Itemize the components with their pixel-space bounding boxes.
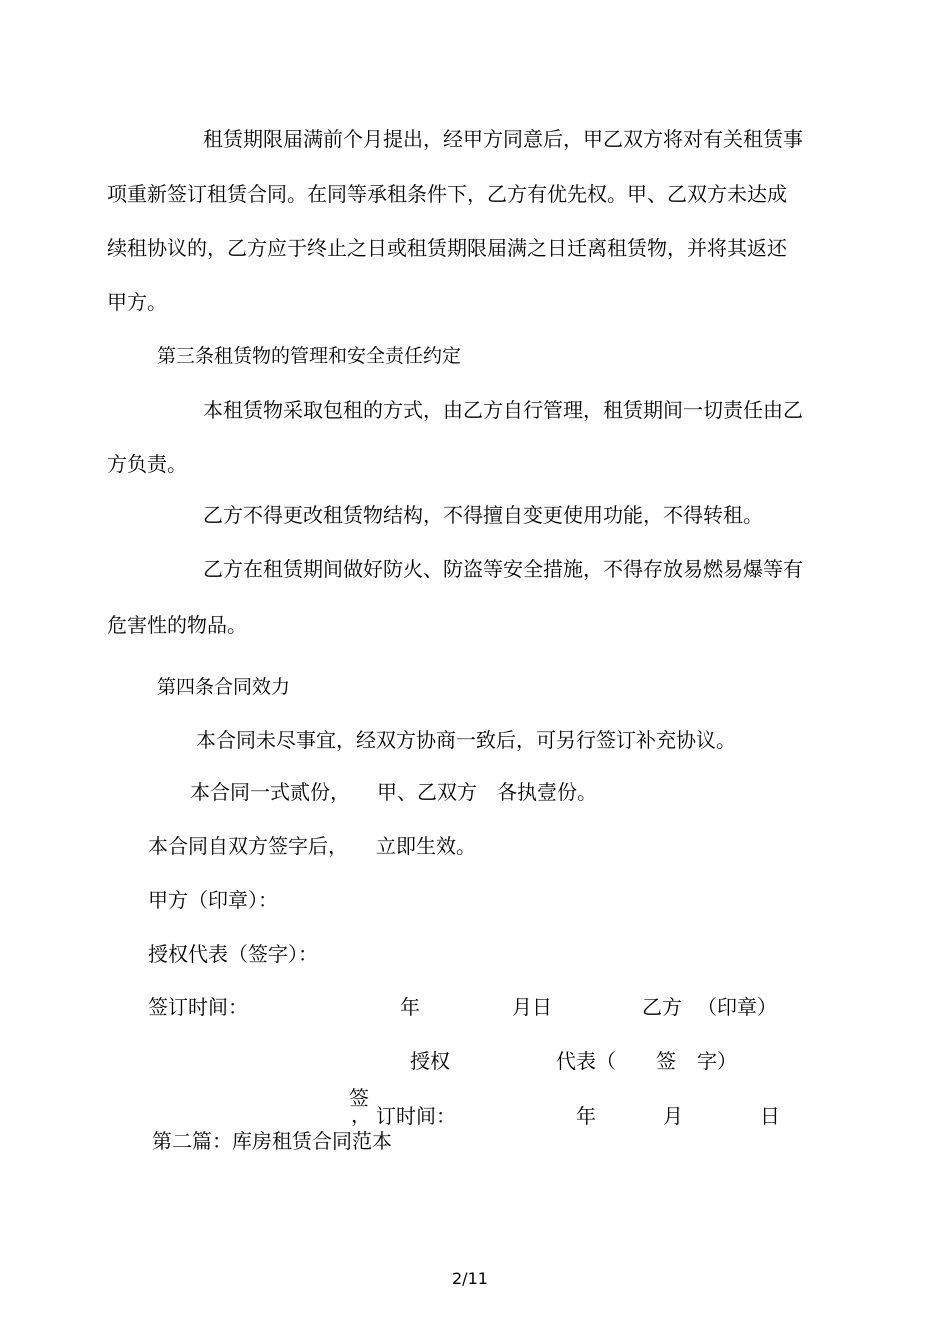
year-label: 年: [400, 995, 420, 1019]
page-number: 2/11: [452, 1269, 488, 1288]
paragraph-line: 本租赁物采取包租的方式，由乙方自行管理，租赁期间一切责任由乙: [203, 398, 803, 422]
section-title: 第四条合同效力: [157, 676, 291, 698]
paragraph-line: 危害性的物品。: [107, 613, 247, 637]
paragraph-fragment: 立即生效。: [376, 834, 476, 858]
paragraph-fragment: 本合同一式贰份，: [190, 780, 350, 804]
year-label-2: 年: [576, 1104, 596, 1128]
month-day-label: 月日: [512, 995, 552, 1019]
section-title: 第三条租赁物的管理和安全责任约定: [157, 345, 462, 367]
paragraph-fragment: 甲、乙双方: [377, 780, 477, 804]
seal-label: （印章）: [697, 995, 777, 1019]
rep-label: 代表（: [556, 1049, 616, 1073]
paragraph-fragment: 各执壹份。: [497, 780, 597, 804]
auth-rep-label: 授权代表（签字）：: [148, 942, 318, 966]
paragraph-line: 乙方在租赁期间做好防火、防盗等安全措施，不得存放易燃易爆等有: [203, 557, 803, 581]
paragraph-line: 租赁期限届满前个月提出，经甲方同意后，甲乙双方将对有关租赁事: [203, 127, 803, 151]
paragraph-line: 方负责。: [107, 452, 187, 476]
paragraph-line: 甲方。: [107, 290, 167, 314]
paragraph-fragment: 本合同自双方签字后，: [148, 834, 348, 858]
sign-time-label: 签订时间：: [148, 995, 248, 1019]
paragraph-line: 项重新签订租赁合同。在同等承租条件下，乙方有优先权。甲、乙双方未达成: [107, 182, 787, 206]
sign-char: 签: [656, 1049, 676, 1073]
paragraph-line: 续租协议的，乙方应于终止之日或租赁期限届满之日迁离租赁物，并将其返还: [107, 236, 787, 260]
comma-char: ，: [351, 1103, 371, 1127]
party-a-seal-label: 甲方（印章）：: [148, 888, 278, 912]
ding-time-label: 订时间：: [376, 1104, 456, 1128]
paragraph-line: 本合同未尽事宜，经双方协商一致后，可另行签订补充协议。: [196, 728, 736, 752]
month-label-2: 月: [663, 1104, 683, 1128]
day-label-2: 日: [760, 1104, 780, 1128]
sign-char-raised: 签: [349, 1086, 369, 1110]
next-article-title: 第二篇：库房租赁合同范本: [152, 1129, 392, 1153]
party-b-label: 乙方: [642, 995, 682, 1019]
paragraph-line: 乙方不得更改租赁物结构，不得擅自变更使用功能，不得转租。: [203, 503, 763, 527]
auth-label: 授权: [410, 1049, 450, 1073]
zi-close: 字）: [697, 1049, 737, 1073]
